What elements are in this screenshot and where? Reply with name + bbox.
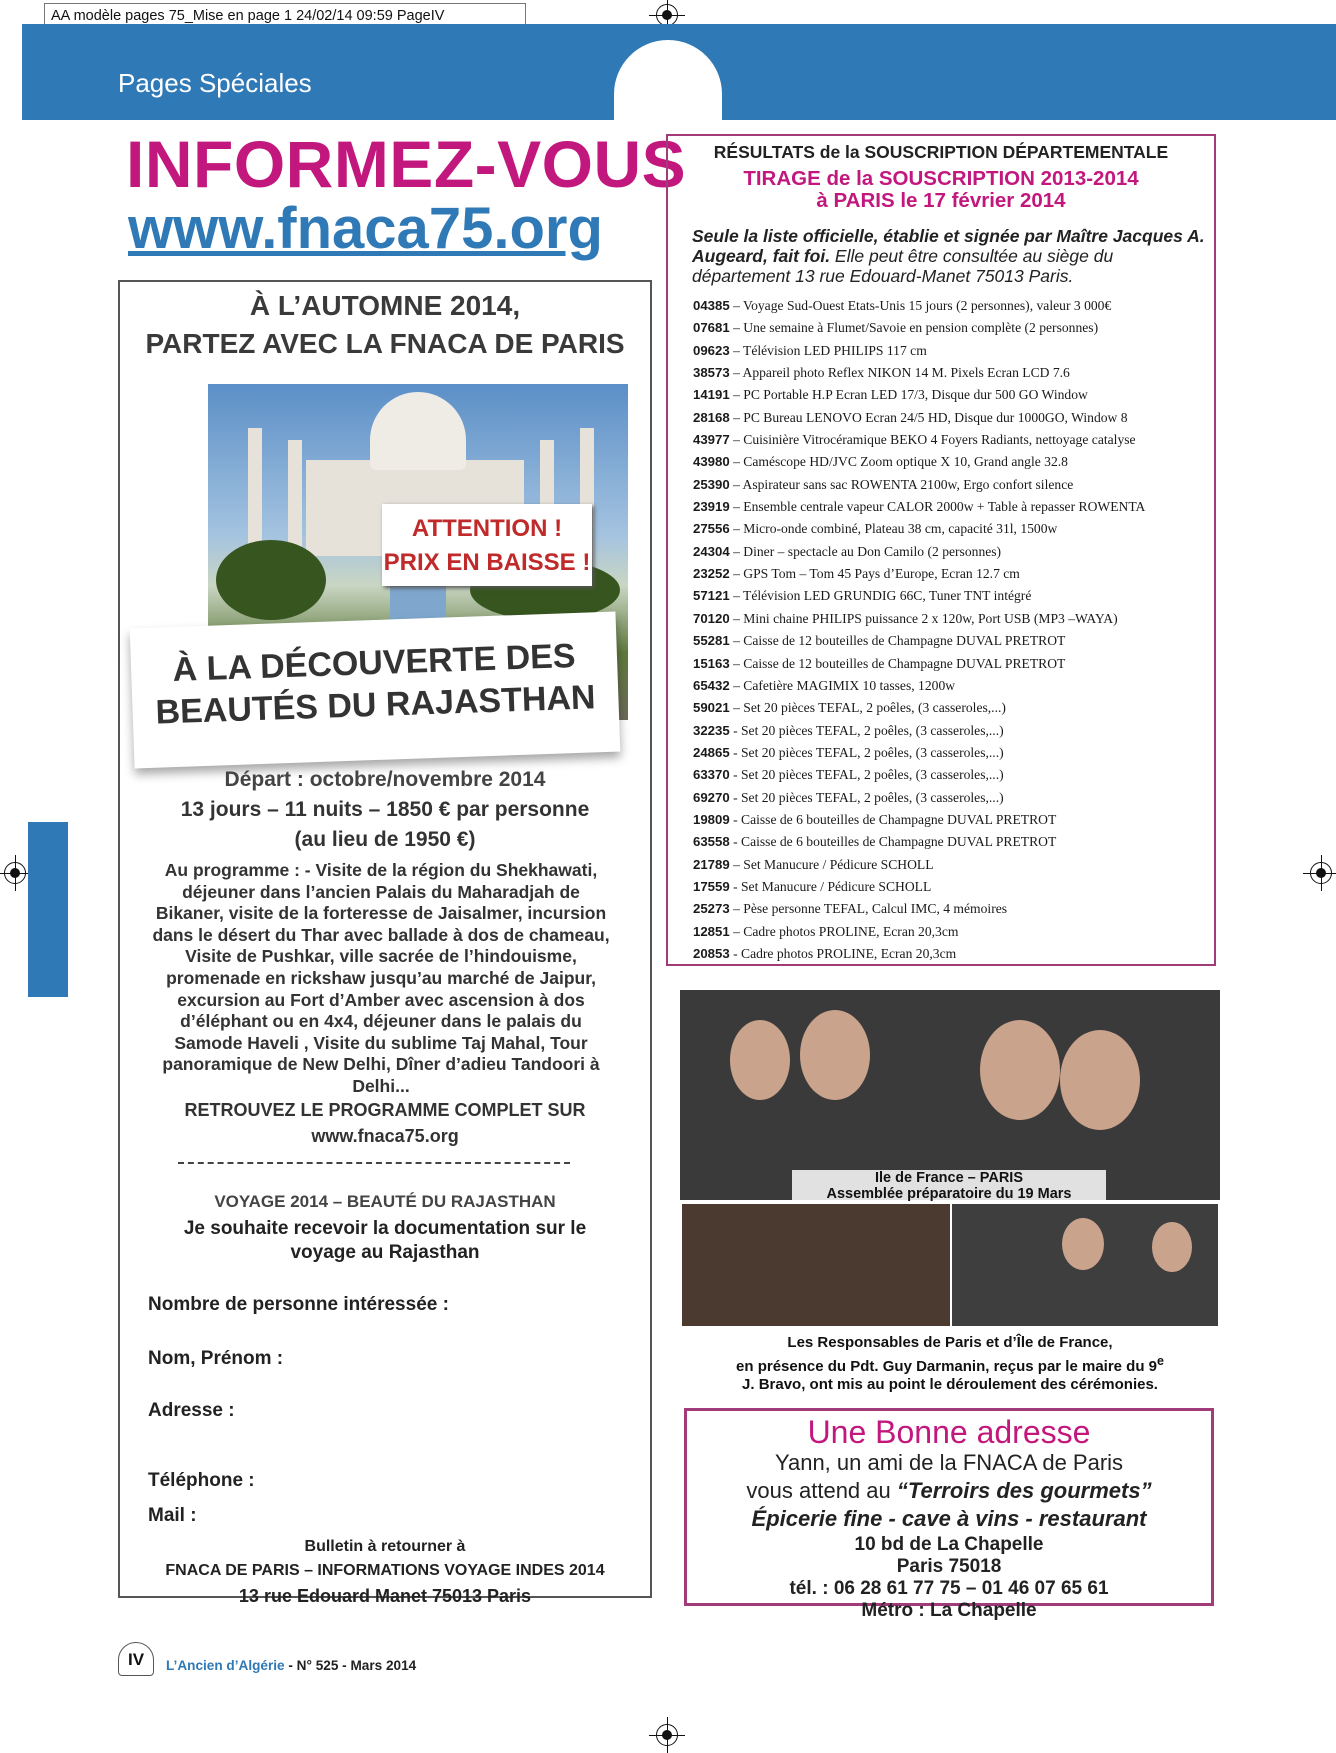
lot-row: [693, 432, 1213, 454]
lot-row: [693, 745, 1213, 767]
lot-row: [693, 834, 1213, 856]
lot-number: 25390: [693, 476, 730, 492]
caption-line-3: J. Bravo, ont mis au point le déroulement des cérémonies.: [742, 1376, 1158, 1393]
lot-description: – Caisse de 12 bouteilles de Champagne DUVAL PRETROT: [729, 633, 1066, 649]
lot-description: – Pèse personne TEFAL, Calcul IMC, 4 mémoires: [729, 901, 1008, 917]
banner-line-1: À LA DÉCOUVERTE DES: [172, 636, 577, 690]
lot-number: 55281: [693, 633, 730, 649]
lot-row: [693, 365, 1213, 387]
lot-description: - Set 20 pièces TEFAL, 2 poêles, (3 casseroles,...): [729, 789, 1004, 805]
program-url[interactable]: www.fnaca75.org: [311, 1126, 459, 1146]
lot-description: – PC Bureau LENOVO Ecran 24/5 HD, Disque dur 1000GO, Window 8: [729, 409, 1128, 425]
footer-journal: [166, 1658, 416, 1673]
lot-description: - Set 20 pièces TEFAL, 2 poêles, (3 casseroles,...): [729, 744, 1004, 760]
lot-row: [693, 656, 1213, 678]
registration-mark-icon: [656, 1724, 678, 1746]
lot-description: – Cuisinière Vitrocéramique BEKO 4 Foyers Radiants, nettoyage catalyse: [729, 432, 1136, 448]
lot-description: - Caisse de 6 bouteilles de Champagne DUVAL PRETROT: [729, 834, 1057, 850]
form-field-address[interactable]: Adresse :: [148, 1400, 235, 1421]
journal-name: L’Ancien d’Algérie: [166, 1658, 285, 1673]
lot-row: [693, 767, 1213, 789]
lot-number: 17559: [693, 878, 730, 894]
program-text: [146, 860, 616, 1098]
lot-number: 21789: [693, 856, 730, 872]
lot-row: [693, 544, 1213, 566]
lot-number: 28168: [693, 409, 730, 425]
lot-description: - Cadre photos PROLINE, Ecran 20,3cm: [729, 945, 957, 961]
ad-title-2: PARTEZ AVEC LA FNACA DE PARIS: [145, 328, 625, 359]
lot-row: [693, 499, 1213, 521]
lot-number: 59021: [693, 700, 730, 716]
section-title: Pages Spéciales: [118, 68, 312, 98]
ad-title-1: À L’AUTOMNE 2014,: [249, 290, 521, 321]
price-drop-label: PRIX EN BAISSE !: [383, 549, 591, 576]
attention-label: ATTENTION !: [411, 515, 563, 542]
lot-description: – Une semaine à Flumet/Savoie en pension complète (2 personnes): [729, 320, 1099, 336]
photo-caption: [680, 1334, 1220, 1394]
price-drop-notice: [382, 504, 592, 586]
lot-description: - Set 20 pièces TEFAL, 2 poêles, (3 casseroles,...): [729, 767, 1004, 783]
registration-mark-icon: [656, 4, 678, 26]
photo-person: [800, 1010, 870, 1100]
photo-person: [1060, 1030, 1140, 1130]
lot-row: [693, 410, 1213, 432]
draw-title-2: à PARIS le 17 février 2014: [816, 189, 1066, 212]
registration-mark-icon: [1310, 862, 1332, 884]
lot-row: [693, 588, 1213, 610]
lot-number: 43980: [693, 454, 730, 470]
meeting-photo-top: [680, 990, 1220, 1200]
lot-row: [693, 477, 1213, 499]
lot-number: 38573: [693, 365, 730, 381]
meeting-photo-audience: [682, 1204, 950, 1326]
issue-info: - N° 525 - Mars 2014: [284, 1658, 417, 1673]
lot-description: – Caméscope HD/JVC Zoom optique X 10, Grand angle 32.8: [729, 454, 1068, 470]
headline-url[interactable]: www.fnaca75.org: [128, 196, 603, 261]
good-address-phone: tél. : 06 28 61 77 75 – 01 46 07 65 61: [789, 1578, 1109, 1599]
good-address-line-1: Yann, un ami de la FNACA de Paris: [774, 1450, 1124, 1475]
lot-row: [693, 521, 1213, 543]
lot-description: – Ensemble centrale vapeur CALOR 2000w + Table à repasser ROWENTA: [729, 499, 1146, 515]
caption-line-1: Les Responsables de Paris et d’Île de France,: [787, 1334, 1113, 1351]
lot-number: 09623: [693, 342, 730, 358]
lot-description: – Diner – spectacle au Don Camilo (2 personnes): [729, 543, 1002, 559]
lot-description: – Set Manucure / Pédicure SCHOLL: [729, 856, 934, 872]
lot-number: 63370: [693, 767, 730, 783]
return-recipient: FNACA DE PARIS – INFORMATIONS VOYAGE INDES 2014: [165, 1562, 605, 1579]
lot-number: 04385: [693, 298, 730, 313]
form-field-phone[interactable]: Téléphone :: [148, 1470, 255, 1491]
lot-description: – Télévision LED PHILIPS 117 cm: [729, 342, 927, 358]
program-label: Au programme :: [164, 860, 300, 880]
lot-row: [693, 387, 1213, 409]
lot-row: [693, 857, 1213, 879]
meeting-photo-speakers: [952, 1204, 1218, 1326]
banner-line-2: BEAUTÉS DU RAJASTHAN: [154, 678, 597, 732]
results-intro-bold: Seule la liste officielle, établie et signée par Maître Jacques A. Augeard, fait foi.: [692, 226, 1205, 266]
return-address: 13 rue Edouard Manet 75013 Paris: [238, 1586, 532, 1606]
form-subtitle-1: Je souhaite recevoir la documentation sur le: [183, 1218, 587, 1239]
lot-row: [693, 611, 1213, 633]
lot-number: 32235: [693, 722, 730, 738]
lot-row: [693, 924, 1213, 946]
photo-person: [730, 1020, 790, 1100]
good-address-street: 10 bd de La Chapelle: [854, 1534, 1044, 1555]
lot-row: [693, 678, 1213, 700]
lot-number: 43977: [693, 432, 730, 448]
lot-number: 12851: [693, 923, 730, 939]
headline: INFORMEZ-VOUS: [126, 127, 687, 201]
results-intro: [692, 226, 1212, 286]
program-body: - Visite de la région du Shekhawati, déjeuner dans l’ancien Palais du Maharadjah de Bikaner, visite de la forteresse de Jaisalmer, incursion dans le désert du Thar avec ballade à dos de chameau, Visite de Pushkar, ville sacrée de l’hindouisme, promenade en rickshaw jusqu’au marché de Jaipur, excursion au Fort d’Amber avec ascension à dos d’éléphant ou en 4x4, déjeuner dans le palais du Samode Haveli , Visite du sublime Taj Mahal, Tour panoramique de New Delhi, Dîner d’adieu Tandoori à Delhi...: [152, 860, 610, 1096]
cut-line: [178, 1162, 570, 1164]
lot-number: 19809: [693, 811, 730, 827]
overlay-line-2: Assemblée préparatoire du 19 Mars: [826, 1186, 1072, 1202]
old-price: (au lieu de 1950 €): [294, 828, 476, 851]
lot-description: – Appareil photo Reflex NIKON 14 M. Pixels Ecran LCD 7.6: [729, 365, 1070, 381]
photo-overlay: [792, 1170, 1106, 1204]
lot-row: [693, 723, 1213, 745]
lot-description: – Voyage Sud-Ouest Etats-Unis 15 jours (2 personnes), valeur 3 000€: [729, 298, 1112, 313]
lot-description: – PC Portable H.P Ecran LED 17/3, Disque dur 500 GO Window: [729, 387, 1088, 403]
full-program-label: RETROUVEZ LE PROGRAMME COMPLET SUR: [184, 1100, 586, 1120]
lot-description: – Caisse de 12 bouteilles de Champagne DUVAL PRETROT: [729, 655, 1066, 671]
lot-number: 65432: [693, 677, 730, 693]
departure-date: Départ : octobre/novembre 2014: [224, 768, 546, 791]
caption-superscript: e: [1157, 1354, 1164, 1368]
lot-description: – Micro-onde combiné, Plateau 38 cm, capacité 31l, 1500w: [729, 521, 1058, 537]
good-address-line-2: [684, 1478, 1214, 1504]
registration-mark-icon: [4, 862, 26, 884]
lot-row: [693, 343, 1213, 365]
rajasthan-banner: [130, 612, 621, 769]
page-number: IV: [118, 1642, 154, 1676]
draw-title: [666, 168, 1216, 212]
lot-number: 63558: [693, 834, 730, 850]
lot-number: 07681: [693, 320, 730, 336]
lot-row: [693, 700, 1213, 722]
lot-number: 23919: [693, 499, 730, 515]
return-label: Bulletin à retourner à: [304, 1538, 466, 1555]
lot-row: [693, 901, 1213, 923]
lot-description: – GPS Tom – Tom 45 Pays d’Europe, Ecran 12.7 cm: [729, 566, 1020, 582]
lot-description: - Set Manucure / Pédicure SCHOLL: [729, 878, 932, 894]
slug-line: AA modèle pages 75_Mise en page 1 24/02/14 09:59 PageIV: [44, 3, 526, 27]
caption-line-2-text: en présence du Pdt. Guy Darmanin, reçus par le maire du 9: [736, 1358, 1158, 1375]
results-intro-text: Elle peut être consultée au siège du département 13 rue Edouard-Manet 75013 Paris.: [692, 246, 1114, 286]
restaurant-name: “Terroirs des gourmets”: [896, 1478, 1152, 1503]
form-field-name[interactable]: Nom, Prénom :: [148, 1348, 284, 1369]
lot-list: [693, 298, 1213, 968]
photo-trees: [216, 540, 326, 620]
photo-person: [1152, 1222, 1192, 1272]
lot-description: – Cadre photos PROLINE, Ecran 20,3cm: [729, 923, 959, 939]
lot-row: [693, 946, 1213, 968]
form-field-count[interactable]: Nombre de personne intéressée :: [148, 1294, 449, 1315]
lot-row: [693, 566, 1213, 588]
trip-price: 13 jours – 11 nuits – 1850 € par personne: [180, 798, 590, 821]
lot-description: - Set 20 pièces TEFAL, 2 poêles, (3 casseroles,...): [729, 722, 1004, 738]
lot-description: – Mini chaine PHILIPS puissance 2 x 120w, Port USB (MP3 –WAYA): [729, 610, 1118, 626]
lot-number: 20853: [693, 945, 730, 961]
lot-number: 24304: [693, 543, 730, 559]
lot-row: [693, 298, 1213, 320]
photo-person: [1062, 1218, 1104, 1270]
lot-row: [693, 320, 1213, 342]
good-address-line-3: Épicerie fine - cave à vins - restaurant: [751, 1506, 1147, 1531]
lot-row: [693, 879, 1213, 901]
side-tab: [28, 822, 68, 997]
lot-number: 69270: [693, 789, 730, 805]
lot-number: 14191: [693, 387, 730, 403]
form-subtitle-2: voyage au Rajasthan: [290, 1242, 480, 1263]
lot-row: [693, 454, 1213, 476]
overlay-line-1: Ile de France – PARIS: [874, 1170, 1023, 1186]
form-field-mail[interactable]: Mail :: [148, 1505, 197, 1526]
lot-row: [693, 633, 1213, 655]
results-title: RÉSULTATS de la SOUSCRIPTION DÉPARTEMENTALE: [713, 142, 1169, 162]
lot-number: 23252: [693, 566, 730, 582]
lot-number: 70120: [693, 610, 730, 626]
good-address-metro: Métro : La Chapelle: [861, 1600, 1037, 1621]
lot-number: 24865: [693, 744, 730, 760]
good-address-title: Une Bonne adresse: [807, 1414, 1091, 1450]
lot-row: [693, 812, 1213, 834]
lot-description: – Aspirateur sans sac ROWENTA 2100w, Ergo confort silence: [729, 476, 1074, 492]
caption-line-2: [680, 1352, 1220, 1376]
lot-number: 57121: [693, 588, 730, 604]
lot-number: 15163: [693, 655, 730, 671]
draw-title-1: TIRAGE de la SOUSCRIPTION 2013-2014: [743, 167, 1139, 190]
lot-description: – Cafetière MAGIMIX 10 tasses, 1200w: [729, 677, 956, 693]
lot-number: 27556: [693, 521, 730, 537]
lot-description: – Set 20 pièces TEFAL, 2 poêles, (3 casseroles,...): [729, 700, 1006, 716]
lot-description: - Caisse de 6 bouteilles de Champagne DUVAL PRETROT: [729, 811, 1057, 827]
photo-person: [980, 1020, 1060, 1120]
lot-row: [693, 790, 1213, 812]
lot-description: – Télévision LED GRUNDIG 66C, Tuner TNT intégré: [729, 588, 1032, 604]
lot-number: 25273: [693, 901, 730, 917]
good-address-line-2a: vous attend au: [746, 1478, 897, 1503]
good-address-city: Paris 75018: [896, 1556, 1002, 1577]
form-title: VOYAGE 2014 – BEAUTÉ DU RAJASTHAN: [214, 1192, 556, 1211]
